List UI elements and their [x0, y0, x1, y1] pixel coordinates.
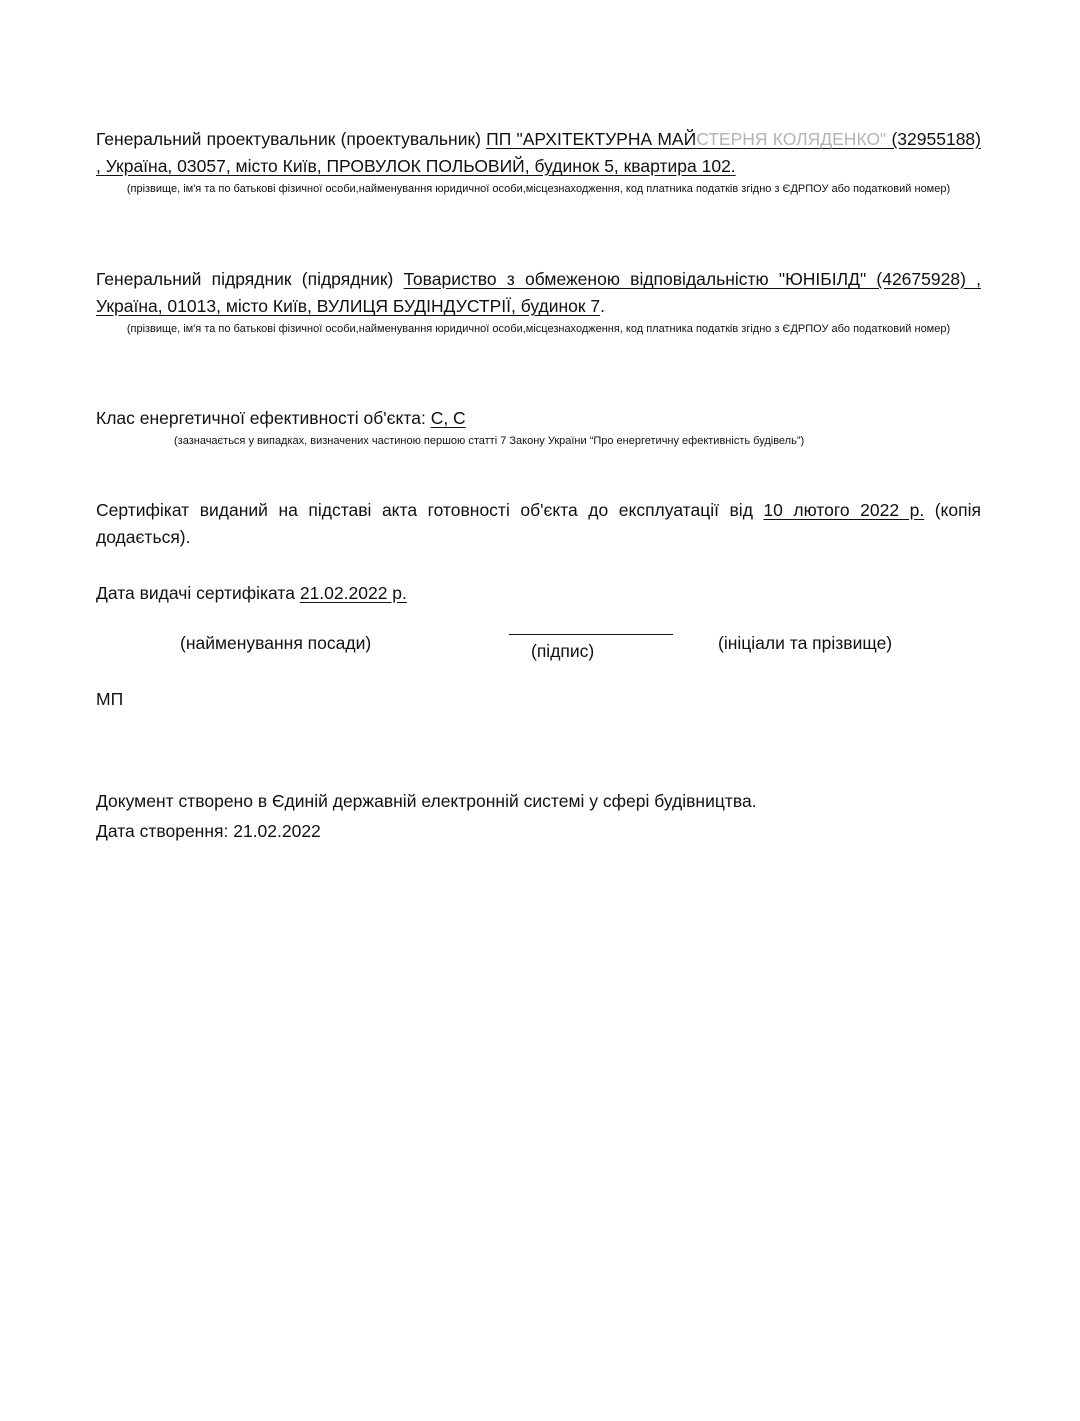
energy-class-section — [96, 405, 981, 451]
general-contractor-value: Товариство з обмеженою відповідальністю "ЮНІБІЛД" (42675928) , Україна, 01013, місто Київ, ВУЛИЦЯ БУДІНДУСТРІЇ, будинок 7 — [96, 269, 981, 316]
stamp-placeholder: МП — [96, 689, 124, 709]
signature-name-label: (ініціали та прізвище) — [718, 633, 893, 653]
certificate-act-date: 10 лютого 2022 р. — [763, 500, 925, 520]
issue-date-section — [96, 580, 981, 607]
certificate-basis-text-after: (копія додається). — [96, 500, 981, 547]
general-contractor-label: Генеральний підрядник (підрядник) — [96, 269, 394, 289]
footer-system-note: Документ створено в Єдиній державній електронній системі у сфері будівництва. — [96, 791, 757, 811]
issue-date-label: Дата видачі сертифіката — [96, 583, 295, 603]
signature-sign-label: (підпис) — [531, 641, 595, 661]
document-footer — [96, 786, 757, 846]
certificate-basis-paragraph — [96, 497, 981, 551]
general-contractor-tail: . — [600, 296, 606, 316]
footer-creation-date: Дата створення: 21.02.2022 — [96, 821, 321, 841]
energy-class-paragraph — [96, 405, 981, 432]
signature-row — [96, 620, 981, 670]
issue-date-paragraph — [96, 580, 981, 607]
general-contractor-paragraph — [96, 266, 981, 320]
general-designer-value-faded: СТЕРНЯ КОЛЯДЕНКО" — [696, 129, 887, 149]
general-contractor-note: (прізвище, ім'я та по батькові фізичної особи,найменування юридичної особи,місцезнаходження, код платника податків згідно з ЄДРПОУ або податковий номер) — [126, 323, 951, 335]
general-contractor-section — [96, 266, 981, 339]
general-designer-note: (прізвище, ім'я та по батькові фізичної особи,найменування юридичної особи,місцезнаходження, код платника податків згідно з ЄДРПОУ або податковий номер) — [126, 183, 951, 195]
energy-class-value: С, С — [430, 408, 466, 428]
issue-date-value: 21.02.2022 р. — [299, 583, 407, 603]
certificate-basis-text: Сертифікат виданий на підставі акта готовності об'єкта до експлуатації від — [96, 500, 753, 520]
general-designer-value-rest: (32955188) , Україна, 03057, місто Київ, ПРОВУЛОК ПОЛЬОВИЙ, будинок 5, квартира 102. — [96, 129, 981, 176]
energy-class-note: (зазначається у випадках, визначених частиною першою статті 7 Закону України “Про енергетичну ефективність будівель”) — [174, 435, 805, 447]
signature-position-label: (найменування посади) — [180, 633, 372, 653]
general-designer-value-start: ПП "АРХІТЕКТУРНА МАЙ — [486, 129, 697, 149]
general-designer-label: Генеральний проектувальник (проектувальник) — [96, 129, 481, 149]
energy-class-label: Клас енергетичної ефективності об'єкта: — [96, 408, 426, 428]
general-designer-section — [96, 126, 981, 199]
certificate-basis-section — [96, 497, 981, 551]
signature-line — [509, 634, 673, 635]
general-designer-paragraph — [96, 126, 981, 180]
